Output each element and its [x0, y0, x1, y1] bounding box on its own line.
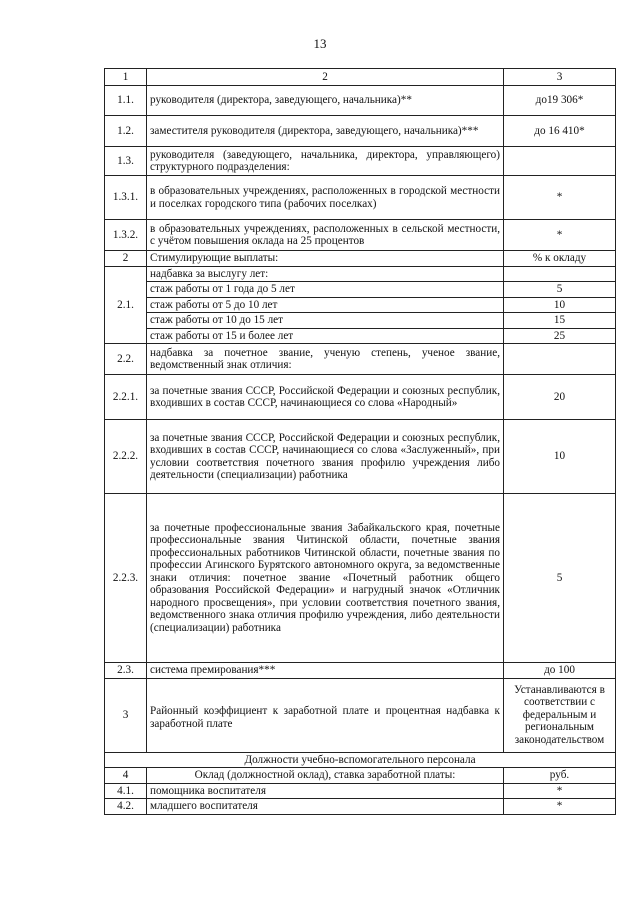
row-value: до 100 — [504, 663, 616, 679]
row-text: руководителя (заведующего, начальника, директора, управляющего) структурного подразделения: — [147, 147, 504, 176]
row-value-empty — [504, 147, 616, 176]
table-row — [105, 799, 616, 815]
row-number: 2.1. — [105, 266, 147, 344]
row-number: 1.2. — [105, 116, 147, 147]
row-text: Оклад (должностной оклад), ставка заработной платы: — [147, 768, 504, 784]
header-col-3: 3 — [504, 69, 616, 86]
table-row — [105, 220, 616, 251]
table-row — [105, 86, 616, 116]
row-value: * — [504, 783, 616, 799]
row-text: надбавка за выслугу лет: — [147, 266, 504, 282]
section-row — [105, 752, 616, 768]
row-number: 2.2.3. — [105, 494, 147, 663]
table-row — [105, 494, 616, 663]
row-value-empty — [504, 266, 616, 282]
row-text: стаж работы от 10 до 15 лет — [147, 313, 504, 329]
row-value: 5 — [504, 494, 616, 663]
row-number: 3 — [105, 678, 147, 752]
table-row — [105, 420, 616, 494]
row-number: 2.2.2. — [105, 420, 147, 494]
row-text: стаж работы от 1 года до 5 лет — [147, 282, 504, 298]
row-text: стаж работы от 5 до 10 лет — [147, 297, 504, 313]
row-number: 2.2.1. — [105, 375, 147, 420]
row-text: в образовательных учреждениях, расположенных в сельской местности, с учётом повышения оклада на 25 процентов — [147, 220, 504, 251]
row-text: заместителя руководителя (директора, заведующего, начальника)*** — [147, 116, 504, 147]
row-value-empty — [504, 344, 616, 375]
row-number: 1.3.2. — [105, 220, 147, 251]
table-row — [105, 768, 616, 784]
page-number: 13 — [313, 36, 327, 51]
row-value: * — [504, 220, 616, 251]
row-value: руб. — [504, 768, 616, 784]
row-text: за почетные звания СССР, Российской Федерации и союзных республик, входивших в состав СССР, начинающиеся со слова «Народный» — [147, 375, 504, 420]
row-text: стаж работы от 15 и более лет — [147, 328, 504, 344]
row-value: до 16 410* — [504, 116, 616, 147]
row-number: 2 — [105, 251, 147, 267]
row-text: Районный коэффициент к заработной плате и процентная надбавка к заработной плате — [147, 678, 504, 752]
row-value: Устанавливаются в соответствии с федеральным и региональным законодательством — [504, 678, 616, 752]
row-number: 1.3.1. — [105, 176, 147, 220]
row-text: младшего воспитателя — [147, 799, 504, 815]
table-row — [105, 344, 616, 375]
table-row — [105, 663, 616, 679]
table-row — [105, 282, 616, 298]
table-row — [105, 678, 616, 752]
row-number: 4.2. — [105, 799, 147, 815]
row-number: 4.1. — [105, 783, 147, 799]
table-row — [105, 328, 616, 344]
table-header-row — [105, 69, 616, 86]
row-value: 5 — [504, 282, 616, 298]
table-row — [105, 147, 616, 176]
row-text: надбавка за почетное звание, ученую степень, ученое звание, ведомственный знак отличия: — [147, 344, 504, 375]
row-value: % к окладу — [504, 251, 616, 267]
row-value: 15 — [504, 313, 616, 329]
table-row — [105, 266, 616, 282]
row-value: * — [504, 799, 616, 815]
row-text: руководителя (директора, заведующего, начальника)** — [147, 86, 504, 116]
row-number: 1.1. — [105, 86, 147, 116]
row-value: 10 — [504, 297, 616, 313]
row-value: 10 — [504, 420, 616, 494]
row-value: 20 — [504, 375, 616, 420]
row-text: в образовательных учреждениях, расположенных в городской местности и поселках городского типа (рабочих поселках) — [147, 176, 504, 220]
row-value: до19 306* — [504, 86, 616, 116]
row-number: 2.2. — [105, 344, 147, 375]
salary-table — [104, 68, 616, 815]
table-row — [105, 116, 616, 147]
row-number: 2.3. — [105, 663, 147, 679]
table-row — [105, 375, 616, 420]
table-row — [105, 313, 616, 329]
header-col-2: 2 — [147, 69, 504, 86]
table-row — [105, 297, 616, 313]
row-number: 4 — [105, 768, 147, 784]
row-number: 1.3. — [105, 147, 147, 176]
row-text: система премирования*** — [147, 663, 504, 679]
row-text: помощника воспитателя — [147, 783, 504, 799]
table-row — [105, 783, 616, 799]
row-text: за почетные звания СССР, Российской Федерации и союзных республик, входивших в состав СССР, начинающиеся со слова «Заслуженный», при условии соответствия почетного звания профилю учреждения либо деятельности (специализации) работника — [147, 420, 504, 494]
row-text: за почетные профессиональные звания Забайкальского края, почетные профессиональные звания Читинской области, почетные звания профессиональных работников Читинской области, почетные звания по профессии Агинского Бурятского автономного округа, за ведомственные знаки отличия: почетное звание «Почетный работник общего образования Российской Федерации» и нагрудный значок «Отличник народного просвещения», при условии соответствия почетного звания, ведомственного знака отличия профилю учреждения, либо деятельности (специализации) работника — [147, 494, 504, 663]
row-text: Стимулирующие выплаты: — [147, 251, 504, 267]
table-row — [105, 176, 616, 220]
row-value: 25 — [504, 328, 616, 344]
table-row — [105, 251, 616, 267]
row-value: * — [504, 176, 616, 220]
section-title: Должности учебно-вспомогательного персонала — [105, 752, 616, 768]
header-col-1: 1 — [105, 69, 147, 86]
